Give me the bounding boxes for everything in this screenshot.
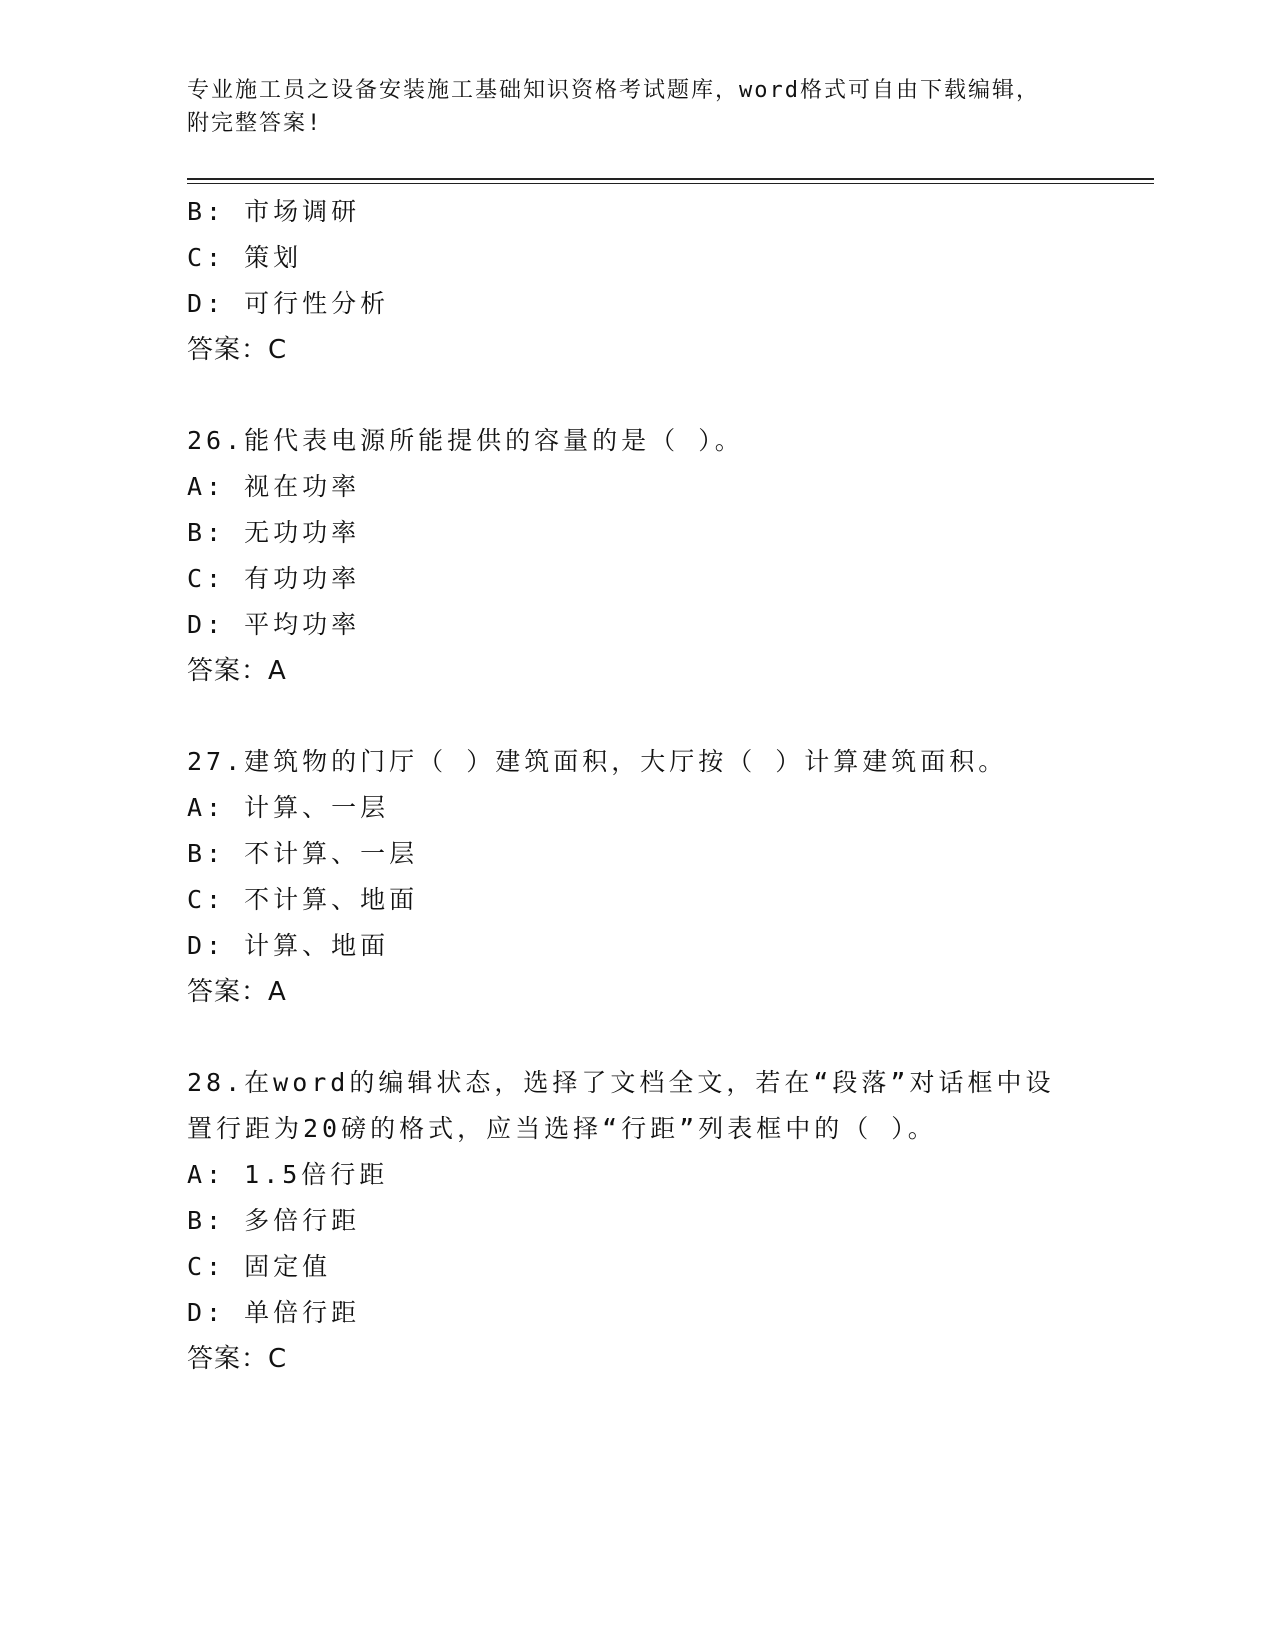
header-title-line-2: 附完整答案! [187, 111, 323, 136]
question-fragment [187, 189, 1154, 373]
option-d: D: 单倍行距 [187, 1298, 361, 1327]
answer: 答案：A [187, 656, 287, 686]
question-spacer [187, 694, 1154, 739]
question-spacer [187, 1015, 1154, 1060]
option-b: B: 不计算、一层 [187, 839, 419, 868]
question-27 [187, 739, 1154, 1015]
page-header [187, 74, 1087, 140]
option-c: C: 有功功率 [187, 564, 361, 593]
answer: 答案：C [187, 335, 288, 365]
answer: 答案：A [187, 977, 287, 1007]
question-stem: 27.建筑物的门厅（ ）建筑面积，大厅按（ ）计算建筑面积。 [187, 747, 1008, 776]
answer: 答案：C [187, 1344, 288, 1374]
header-divider [187, 178, 1154, 180]
option-c: C: 不计算、地面 [187, 885, 419, 914]
question-content [187, 189, 1154, 1382]
option-d: D: 计算、地面 [187, 931, 390, 960]
question-28 [187, 1060, 1154, 1382]
option-b: B: 多倍行距 [187, 1206, 361, 1235]
option-a: A: 计算、一层 [187, 793, 390, 822]
header-title-line-1: 专业施工员之设备安装施工基础知识资格考试题库，word格式可自由下载编辑， [187, 78, 1040, 103]
question-stem: 26.能代表电源所能提供的容量的是（ ）。 [187, 426, 744, 455]
question-stem-line-1: 28.在word的编辑状态，选择了文档全文，若在“段落”对话框中设 [187, 1068, 1055, 1097]
question-26 [187, 418, 1154, 694]
question-stem-line-2: 置行距为20磅的格式，应当选择“行距”列表框中的（ ）。 [187, 1114, 937, 1143]
option-d: D: 平均功率 [187, 610, 361, 639]
option-c: C: 固定值 [187, 1252, 332, 1281]
option-d: D: 可行性分析 [187, 289, 390, 318]
option-b: B: 无功功率 [187, 518, 361, 547]
option-a: A: 视在功率 [187, 472, 361, 501]
question-spacer [187, 373, 1154, 418]
option-b: B: 市场调研 [187, 197, 361, 226]
option-c: C: 策划 [187, 243, 303, 272]
option-a: A: 1.5倍行距 [187, 1160, 389, 1189]
header-divider-thin [187, 183, 1154, 184]
